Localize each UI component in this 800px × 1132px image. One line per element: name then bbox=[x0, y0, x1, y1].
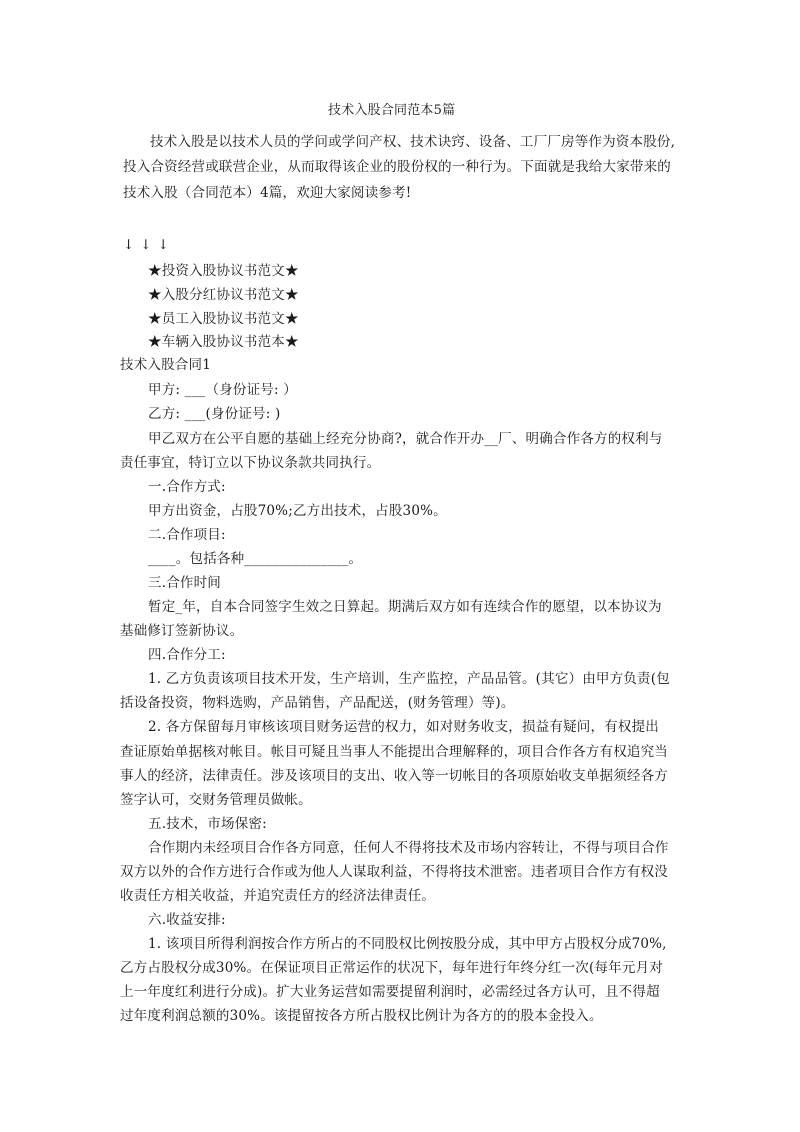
section-4-item-2-line-4: 签字认可，交财务管理员做帐。 bbox=[120, 792, 312, 808]
arrows-indicator: ↓↓↓ bbox=[123, 237, 175, 253]
related-link-2[interactable]: ★入股分红协议书范文★ bbox=[148, 287, 299, 303]
section-6-title: 六.收益安排: bbox=[148, 912, 226, 928]
section-5-body-line-2: 双方以外的合作方进行合作或为他人人谋取利益，不得将技术泄密。违者项目合作方有权没 bbox=[120, 864, 668, 880]
contract-heading: 技术入股合同1 bbox=[120, 357, 211, 373]
section-6-item-1-line-4: 过年度利润总额的30%。该提留按各方所占股权比例计为各方的的股本金投入。 bbox=[120, 1008, 603, 1024]
section-5-body-line-1: 合作期内未经项目合作各方同意，任何人不得将技术及市场内容转让，不得与项目合作 bbox=[148, 840, 669, 856]
section-4-title: 四.合作分工: bbox=[148, 647, 226, 663]
related-link-1[interactable]: ★投资入股协议书范文★ bbox=[148, 263, 299, 279]
section-2-body: ____。包括各种_______________。 bbox=[148, 551, 363, 567]
section-3-body-line-2: 基础修订签新协议。 bbox=[120, 623, 244, 639]
section-2-title: 二.合作项目: bbox=[148, 527, 226, 543]
section-3-title: 三.合作时间 bbox=[148, 575, 221, 591]
intro-line-2: 投入合资经营或联营企业，从而取得该企业的股份权的一种行为。下面就是我给大家带来的 bbox=[123, 159, 671, 175]
intro-line-1: 技术入股是以技术人员的学问或学问产权、技术诀窍、设备、工厂厂房等作为资本股份, bbox=[150, 134, 676, 150]
section-4-item-1-line-2: 括设备投资，物料选购，产品销售，产品配送，(财务管理）等)。 bbox=[120, 695, 515, 711]
party-b-line: 乙方: ___(身份证号: ) bbox=[148, 406, 281, 422]
related-link-3[interactable]: ★员工入股协议书范文★ bbox=[148, 311, 299, 327]
section-5-body-line-3: 收责任方相关收益，并追究责任方的经济法律责任。 bbox=[120, 888, 436, 904]
intro-line-3: 技术入股（合同范本）4篇，欢迎大家阅读参考! bbox=[123, 185, 412, 201]
section-4-item-2-line-2: 查证原始单据核对帐目。帐目可疑且当事人不能提出合理解释的，项目合作各方有权追究当 bbox=[120, 744, 668, 760]
document-title: 技术入股合同范本5篇 bbox=[328, 103, 456, 118]
preamble-line-1: 甲乙双方在公平自愿的基础上经充分协商?，就合作开办__厂、明确合作各方的权利与 bbox=[148, 431, 663, 447]
related-link-4[interactable]: ★车辆入股协议书范本★ bbox=[148, 334, 299, 350]
section-4-item-2-line-1: 2. 各方保留每月审核该项目财务运营的权力，如对财务收支，损益有疑问，有权提出 bbox=[148, 719, 659, 735]
preamble-line-2: 责任事宜，特订立以下协议条款共同执行。 bbox=[120, 455, 381, 471]
section-6-item-1-line-3: 上一年度红利进行分成)。扩大业务运营如需要提留利润时，必需经过各方认可，且不得超 bbox=[120, 984, 660, 1000]
party-a-line: 甲方: ___（身份证号: ） bbox=[148, 382, 297, 398]
section-5-title: 五.技术，市场保密: bbox=[148, 816, 267, 832]
section-3-body-line-1: 暂定_年，自本合同签字生效之日算起。期满后双方如有连续合作的愿望，以本协议为 bbox=[148, 599, 662, 615]
section-1-body: 甲方出资金，占股70%;乙方出技术，占股30%。 bbox=[148, 503, 447, 519]
section-1-title: 一.合作方式: bbox=[148, 479, 226, 495]
section-6-item-1-line-1: 1. 该项目所得利润按合作方所占的不同股权比例按股分成，其中甲方占股权分成70%, bbox=[148, 936, 667, 952]
section-4-item-2-line-3: 事人的经济，法律责任。涉及该项目的支出、收入等一切帐目的各项原始收支单据须经各方 bbox=[120, 768, 668, 784]
section-4-item-1-line-1: 1. 乙方负责该项目技术开发，生产培训，生产监控，产品品管。(其它）由甲方负责(包 bbox=[148, 671, 670, 687]
section-6-item-1-line-2: 乙方占股权分成30%。在保证项目正常运作的状况下，每年进行年终分红一次(每年元月对 bbox=[120, 960, 663, 976]
